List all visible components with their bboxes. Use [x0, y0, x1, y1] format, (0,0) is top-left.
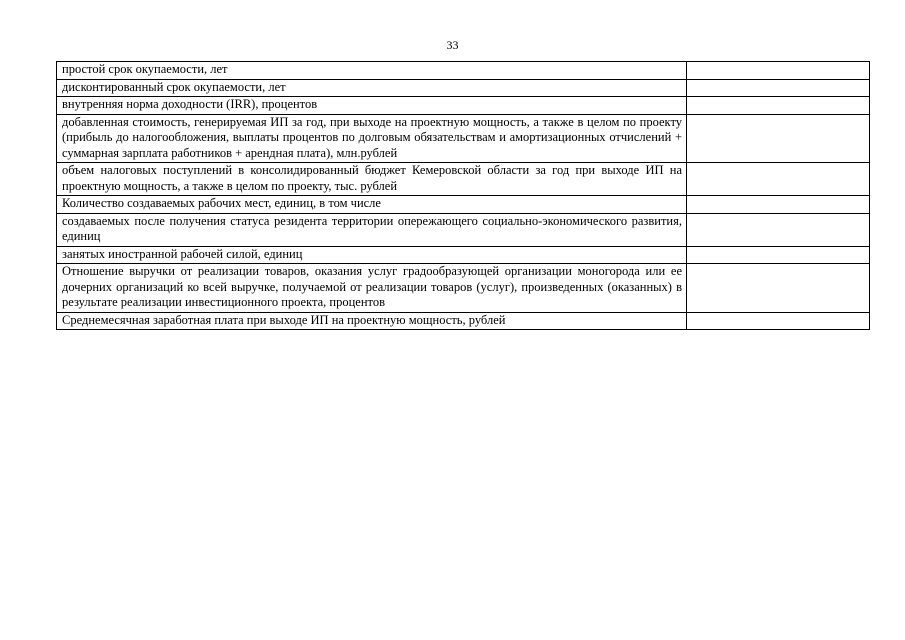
row-value [687, 163, 870, 196]
row-value [687, 312, 870, 330]
table-row [57, 196, 870, 214]
table-row [57, 163, 870, 196]
row-value [687, 114, 870, 163]
row-value [687, 97, 870, 115]
row-label: добавленная стоимость, генерируемая ИП за год, при выходе на проектную мощность, а также в целом по проекту (прибыль до налогообложения, выплаты процентов по долговым обязательствам и амортизационных отчислений + суммарная зарплата работников + арендная плата), млн.рублей [57, 114, 687, 163]
row-label: внутренняя норма доходности (IRR), процентов [57, 97, 687, 115]
row-value [687, 62, 870, 80]
row-value [687, 213, 870, 246]
row-value [687, 246, 870, 264]
table-row [57, 97, 870, 115]
indicators-table [56, 61, 870, 330]
table-row [57, 114, 870, 163]
row-label: Отношение выручки от реализации товаров, оказания услуг градообразующей организации моногорода или ее дочерних организаций ко всей выручке, получаемой от реализации товаров (услуг), произведенных (оказанных) в результате реализации инвестиционного проекта, процентов [57, 264, 687, 313]
table-row [57, 312, 870, 330]
table-row [57, 246, 870, 264]
row-label: простой срок окупаемости, лет [57, 62, 687, 80]
row-label: занятых иностранной рабочей силой, единиц [57, 246, 687, 264]
row-value [687, 264, 870, 313]
page-number: 33 [446, 38, 459, 52]
table-row [57, 213, 870, 246]
row-label: Количество создаваемых рабочих мест, единиц, в том числе [57, 196, 687, 214]
row-value [687, 79, 870, 97]
row-label: создаваемых после получения статуса резидента территории опережающего социально-экономического развития, единиц [57, 213, 687, 246]
table-row [57, 62, 870, 80]
table-row [57, 264, 870, 313]
row-label: объем налоговых поступлений в консолидированный бюджет Кемеровской области за год при выходе ИП на проектную мощность, а также в целом по проекту, тыс. рублей [57, 163, 687, 196]
row-label: Среднемесячная заработная плата при выходе ИП на проектную мощность, рублей [57, 312, 687, 330]
table-row [57, 79, 870, 97]
row-value [687, 196, 870, 214]
row-label: дисконтированный срок окупаемости, лет [57, 79, 687, 97]
